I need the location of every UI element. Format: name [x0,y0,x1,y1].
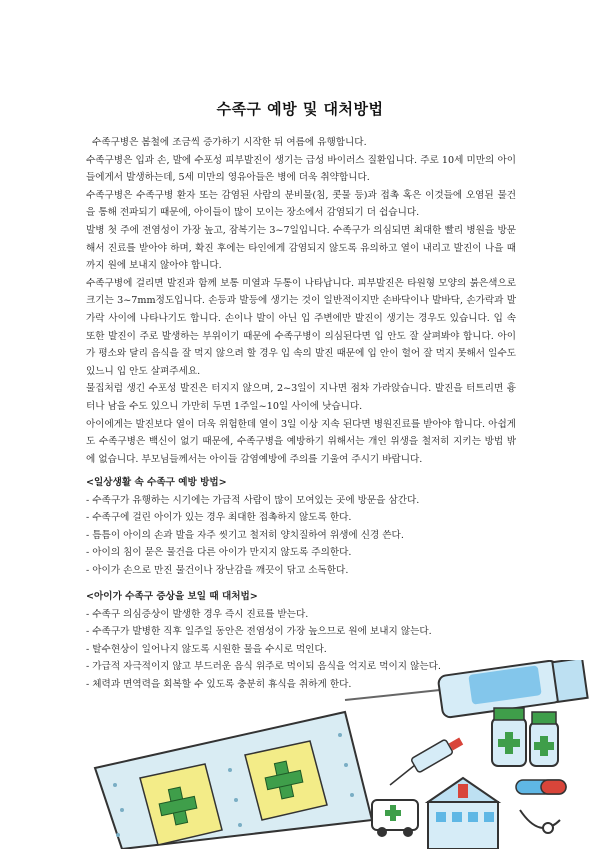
paragraph: 발병 첫 주에 전염성이 가장 높고, 잠복기는 3~7일입니다. 수족구가 의심되면 최대한 빨리 병원을 방문해서 진료를 받아야 하며, 확진 후에는 타인에게 감염되지 않도록 유의하고 열이 내리고 발진이 나을 때까지 원에 보내지 않아야 합니다. [86,224,516,272]
hospital-icon [428,778,498,849]
paragraph: 수족구병은 봄철에 조금씩 증가하기 시작한 뒤 여름에 유행합니다. [92,137,367,148]
syringe-icon [345,660,588,718]
paragraph: 수족구병에 걸리면 발진과 함께 보통 미열과 두통이 나타납니다. 피부발진은 타원형 모양의 붉은색으로 크기는 3~7mm정도입니다. 손등과 발등에 생기는 것이 일반적이지만 손바닥이나 발바닥, 손가락과 발가락 사이에 나타나기도 합니다. 손이나 발이 아닌 입 주변에만 발진이 생기는 경우도 있습니다. 입 속 또한 발진이 주로 발생하는 부위이기 때문에 수족구병이 의심된다면 입 안도 잘 살펴봐야 합니다. 아이가 평소와 달리 음식을 잘 먹지 않으려 할 경우 입 속의 발진 때문에 입 안이 헐어 잘 먹지 못해서 일수도 있느니 입 안도 살펴주세요. [86,277,516,377]
list-item: - 탈수현상이 일어나지 않도록 시원한 물을 수시로 먹인다. [86,643,327,655]
prevention-heading: <일상생활 속 수족구 예방 방법> [86,477,227,488]
body-text [86,134,516,468]
medicine-bottle-icon [492,708,558,766]
response-heading: <아이가 수족구 증상을 보일 때 대처법> [86,591,258,602]
list-item: - 수족구가 발병한 직후 일주일 동안은 전염성이 가장 높으므로 원에 보내지 않는다. [86,626,432,638]
paragraph: 아이에게는 발진보다 열이 더욱 위험한데 열이 3일 이상 지속 된다면 병원진료를 받아야 합니다. 아쉽게도 수족구병은 백신이 없기 때문에, 수족구병을 예방하기 위해서는 개인 위생을 철저히 지키는 방법 밖에 없습니다. 부모님들께서는 아이들 감염예방에 주의를 기울여 주시기 바랍니다. [86,418,516,465]
stethoscope-icon [520,810,560,833]
paragraph: 물집처럼 생긴 수포성 발진은 터지지 않으며, 2~3일이 지나면 점차 가라앉습니다. 발진을 터트리면 흉터나 남을 수도 있으니 가만히 두면 1주일~10일 사이에 낫습니다. [86,383,516,412]
page-title: 수족구 예방 및 대처방법 [216,100,384,118]
ambulance-icon [372,800,418,837]
list-item: - 수족구가 유행하는 시기에는 가급적 사람이 많이 모여있는 곳에 방문을 삼간다. [86,494,420,506]
bandage-icon [95,712,372,849]
list-item: - 틈틈이 아이의 손과 발을 자주 씻기고 철저히 양치질하여 위생에 신경 쓴다. [86,529,404,541]
prevention-section [86,474,516,580]
capsule-icon [516,780,566,794]
list-item: - 체력과 면역력을 회복할 수 있도록 충분히 휴식을 취하게 한다. [86,678,352,690]
paragraph: 수족구병은 입과 손, 발에 수포성 피부발진이 생기는 급성 바이러스 질환입니다. 주로 10세 미만의 아이들에게서 발생하는데, 5세 미만의 영유아들은 병에 더욱 취약합니다. [86,154,516,184]
paragraph: 수족구병은 수족구병 환자 또는 감염된 사람의 분비물(침, 콧물 등)과 접촉 혹은 이것들에 오염된 물건을 통해 전파되기 때문에, 아이들이 많이 모이는 장소에서 감염되기 더 쉽습니다. [86,189,516,219]
list-item: - 가급적 자극적이지 않고 부드러운 음식 위주로 먹이되 음식을 억지로 먹이지 않는다. [86,661,441,673]
list-item: - 수족구에 걸린 아이가 있는 경우 최대한 접촉하지 않도록 한다. [86,512,352,524]
list-item: - 수족구 의심증상이 발생한 경우 즉시 진료를 받는다. [86,608,309,620]
list-item: - 아이의 침이 묻은 물건을 다른 아이가 만지지 않도록 주의한다. [86,547,352,559]
list-item: - 아이가 손으로 만진 물건이나 장난감을 깨끗이 닦고 소독한다. [86,564,349,576]
small-syringe-icon [390,738,463,785]
medical-illustration [0,660,600,849]
